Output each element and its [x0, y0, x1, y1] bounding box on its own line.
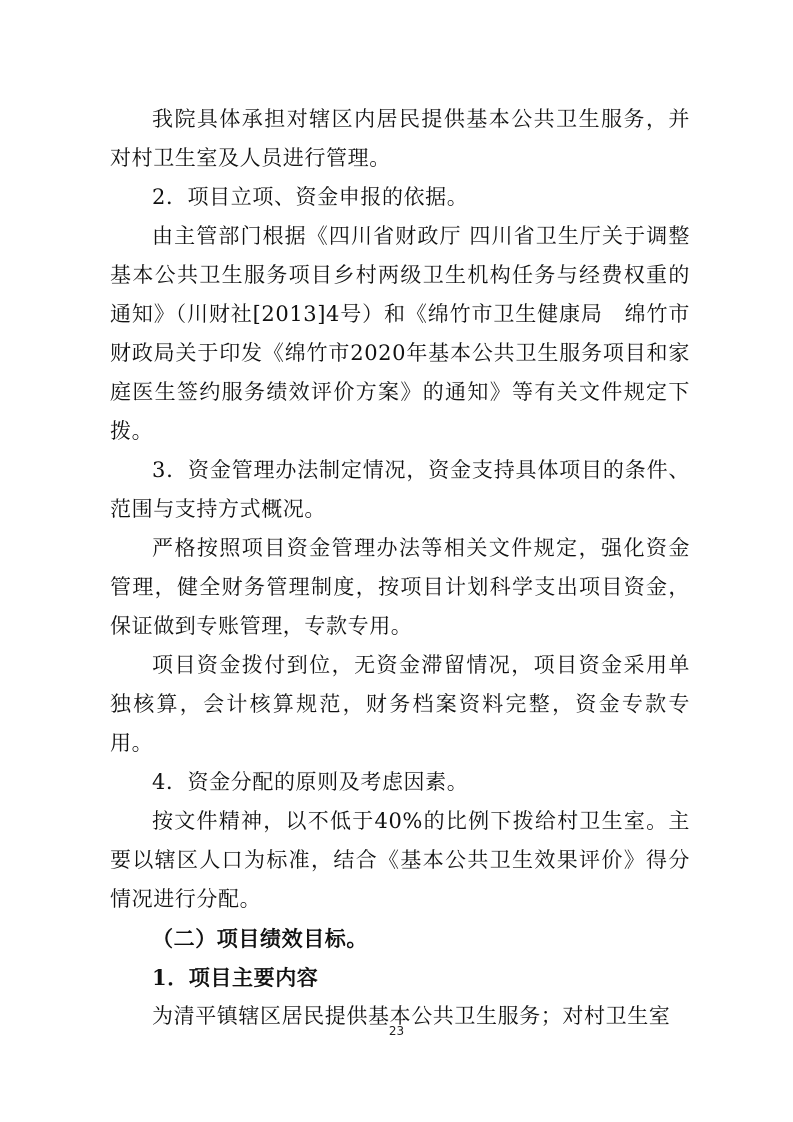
bold-subheading: 1．项目主要内容	[152, 965, 319, 990]
section-heading: 4．资金分配的原则及考虑因素。	[152, 770, 469, 794]
paragraph: 由主管部门根据《四川省财政厅 四川省卫生厅关于调整基本公共卫生服务项目乡村两级卫生机构任务与经费权重的通知》（川财社[2013]4号）和《绵竹市卫生健康局 绵竹市财政局关于印发《绵竹市2020年基本公共卫生服务项目和家庭医生签约服务绩效评价方案》的通知》等有关文件规定下拨。	[110, 224, 690, 443]
paragraph: 我院具体承担对辖区内居民提供基本公共卫生服务，并对村卫生室及人员进行管理。	[110, 107, 690, 170]
section-heading: 3．资金管理办法制定情况，资金支持具体项目的条件、范围与支持方式概况。	[110, 458, 690, 521]
paragraph: 项目资金拨付到位，无资金滞留情况，项目资金采用单独核算，会计核算规范，财务档案资料完整，资金专款专用。	[110, 653, 690, 755]
page-number: 23	[388, 1024, 405, 1038]
paragraph: 按文件精神，以不低于40%的比例下拨给村卫生室。主要以辖区人口为标准，结合《基本公共卫生效果评价》得分情况进行分配。	[110, 809, 690, 911]
document-body	[110, 100, 690, 1036]
paragraph: 严格按照项目资金管理办法等相关文件规定，强化资金管理，健全财务管理制度，按项目计划科学支出项目资金，保证做到专账管理，专款专用。	[110, 536, 690, 638]
section-heading: 2．项目立项、资金申报的依据。	[152, 185, 469, 209]
paragraph: 为清平镇辖区居民提供基本公共卫生服务；对村卫生室	[152, 1004, 671, 1028]
bold-heading: （二）项目绩效目标。	[152, 926, 368, 951]
